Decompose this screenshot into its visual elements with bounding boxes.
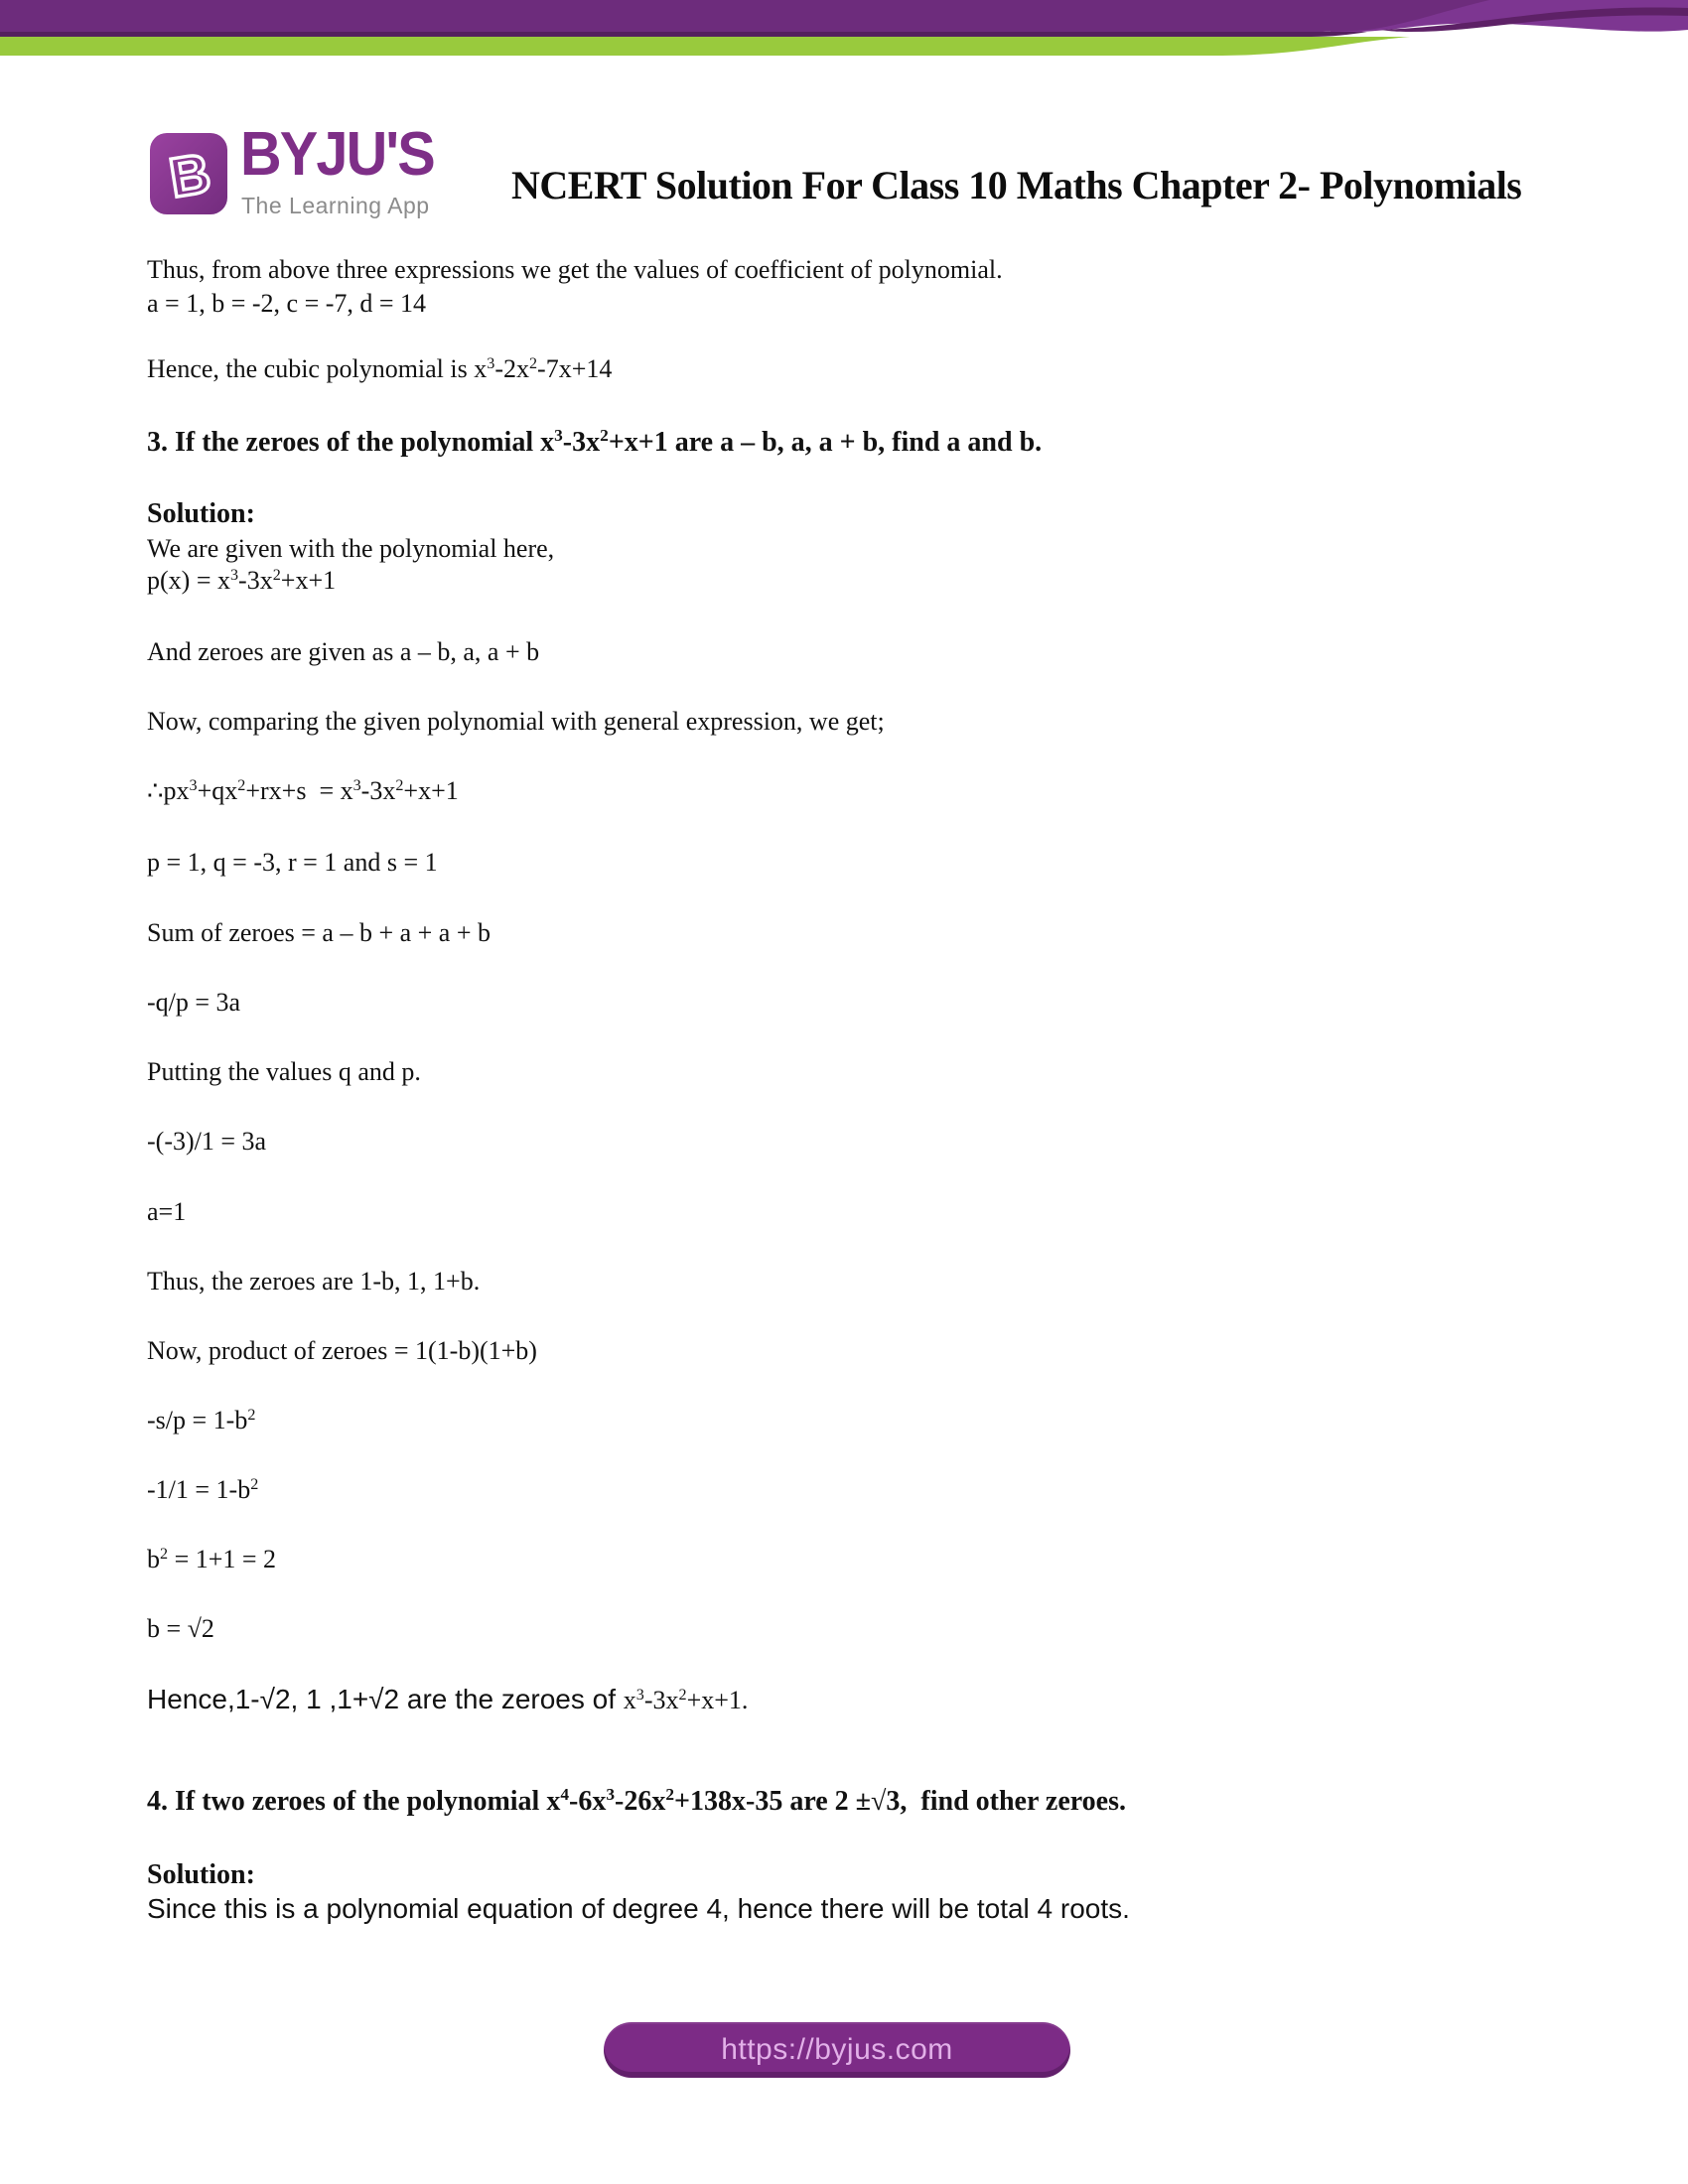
text-line (147, 1407, 255, 1435)
heading-line (147, 499, 255, 530)
superscript: 3 (635, 1687, 644, 1705)
superscript: 2 (272, 567, 281, 585)
text-run: a = 1, b = -2, c = -7, d = 14 (147, 289, 427, 318)
text-run: Solution: (147, 498, 255, 529)
page-title: NCERT Solution For Class 10 Maths Chapter 2- Polynomials (511, 162, 1522, 207)
text-line (147, 777, 459, 806)
text-line (147, 1128, 266, 1157)
svg-text:B: B (165, 141, 215, 209)
text-run: a=1 (147, 1197, 187, 1226)
text-run: = 1+1 = 2 (168, 1545, 277, 1573)
text-run: -3x (562, 427, 601, 458)
text-run: We are given with the polynomial here, (147, 534, 555, 563)
text-line (147, 1058, 421, 1087)
text-run: ∴px (147, 776, 190, 805)
text-run: Now, comparing the given polynomial with general expression, we get; (147, 707, 885, 736)
text-run: +x+1 are a – b, a, a + b, find a and b. (608, 427, 1043, 458)
text-run: -3x (360, 776, 396, 805)
text-run: -s/p = 1-b (147, 1406, 248, 1434)
superscript: 3 (487, 355, 495, 373)
text-run: -7x+14 (537, 354, 613, 383)
text-run: b (147, 1545, 160, 1573)
heading-line (147, 1787, 1126, 1818)
text-run: +rx+s = x (245, 776, 353, 805)
superscript: 3 (554, 426, 563, 446)
text-line (147, 1268, 480, 1297)
text-run: -3x (238, 566, 273, 595)
heading-line (147, 428, 1042, 459)
brand-tagline: The Learning App (241, 193, 430, 218)
text-run: Sum of zeroes = a – b + a + a + b (147, 918, 492, 947)
text-run: Thus, from above three expressions we get the values of coefficient of polynomial. (147, 255, 1003, 284)
text-line (147, 290, 426, 319)
text-run: -q/p = 3a (147, 988, 241, 1017)
text-line (147, 638, 539, 667)
superscript: 3 (189, 777, 198, 795)
text-run: Hence,1-√2, 1 ,1+√2 are the zeroes of (147, 1684, 624, 1714)
text-run: 4. If two zeroes of the polynomial x (147, 1786, 561, 1817)
text-run: Solution: (147, 1859, 255, 1890)
text-line (147, 1615, 214, 1644)
text-run: p(x) = x (147, 566, 230, 595)
superscript: 2 (247, 1407, 256, 1425)
superscript: 3 (352, 777, 361, 795)
text-line (147, 1198, 186, 1227)
superscript: 3 (229, 567, 239, 585)
text-run: And zeroes are given as a – b, a, a + b (147, 637, 540, 666)
text-run: -(-3)/1 = 3a (147, 1127, 267, 1156)
text-run: p = 1, q = -3, r = 1 and s = 1 (147, 848, 438, 877)
superscript: 3 (606, 1785, 616, 1805)
text-run: +qx (197, 776, 238, 805)
text-run: +x+1. (686, 1686, 749, 1714)
text-line (147, 1685, 748, 1715)
text-run: -1/1 = 1-b (147, 1475, 251, 1504)
superscript: 2 (160, 1546, 169, 1564)
text-run: Putting the values q and p. (147, 1057, 421, 1086)
superscript: 2 (665, 1785, 675, 1805)
text-line (147, 1337, 537, 1366)
text-run: Thus, the zeroes are 1-b, 1, 1+b. (147, 1267, 481, 1296)
superscript: 2 (395, 777, 404, 795)
text-run: x (623, 1686, 636, 1714)
text-line (147, 1476, 258, 1505)
superscript: 2 (250, 1476, 259, 1494)
text-run: Since this is a polynomial equation of degree 4, hence there will be total 4 roots. (147, 1893, 1130, 1924)
byjus-url-label: https://byjus.com (721, 2033, 953, 2066)
text-line (147, 1894, 1130, 1925)
superscript: 2 (678, 1687, 687, 1705)
text-line (147, 708, 885, 737)
text-run: b = √2 (147, 1614, 214, 1643)
text-run: -26x (615, 1786, 666, 1817)
text-run: Now, product of zeroes = 1(1-b)(1+b) (147, 1336, 537, 1365)
text-run: +x+1 (403, 776, 459, 805)
text-run: -6x (569, 1786, 607, 1817)
text-line (147, 256, 1003, 285)
text-line (147, 849, 438, 878)
superscript: 4 (560, 1785, 570, 1805)
superscript: 2 (600, 426, 609, 446)
superscript: 2 (528, 355, 538, 373)
text-run: 3. If the zeroes of the polynomial x (147, 427, 555, 458)
text-run: +x+1 (280, 566, 337, 595)
text-run: -2x (494, 354, 529, 383)
heading-line (147, 1860, 255, 1891)
text-line (147, 1546, 276, 1574)
superscript: 2 (237, 777, 246, 795)
byjus-url-button[interactable] (604, 2022, 1070, 2078)
text-line (147, 989, 240, 1018)
text-line (147, 535, 554, 564)
brand-name: BYJU'S (240, 120, 434, 189)
text-run: +138x-35 are 2 ±√3, find other zeroes. (674, 1786, 1127, 1817)
text-run: -3x (643, 1686, 679, 1714)
text-line (147, 355, 612, 384)
text-run: Hence, the cubic polynomial is x (147, 354, 488, 383)
text-line (147, 567, 336, 596)
text-line (147, 919, 491, 948)
